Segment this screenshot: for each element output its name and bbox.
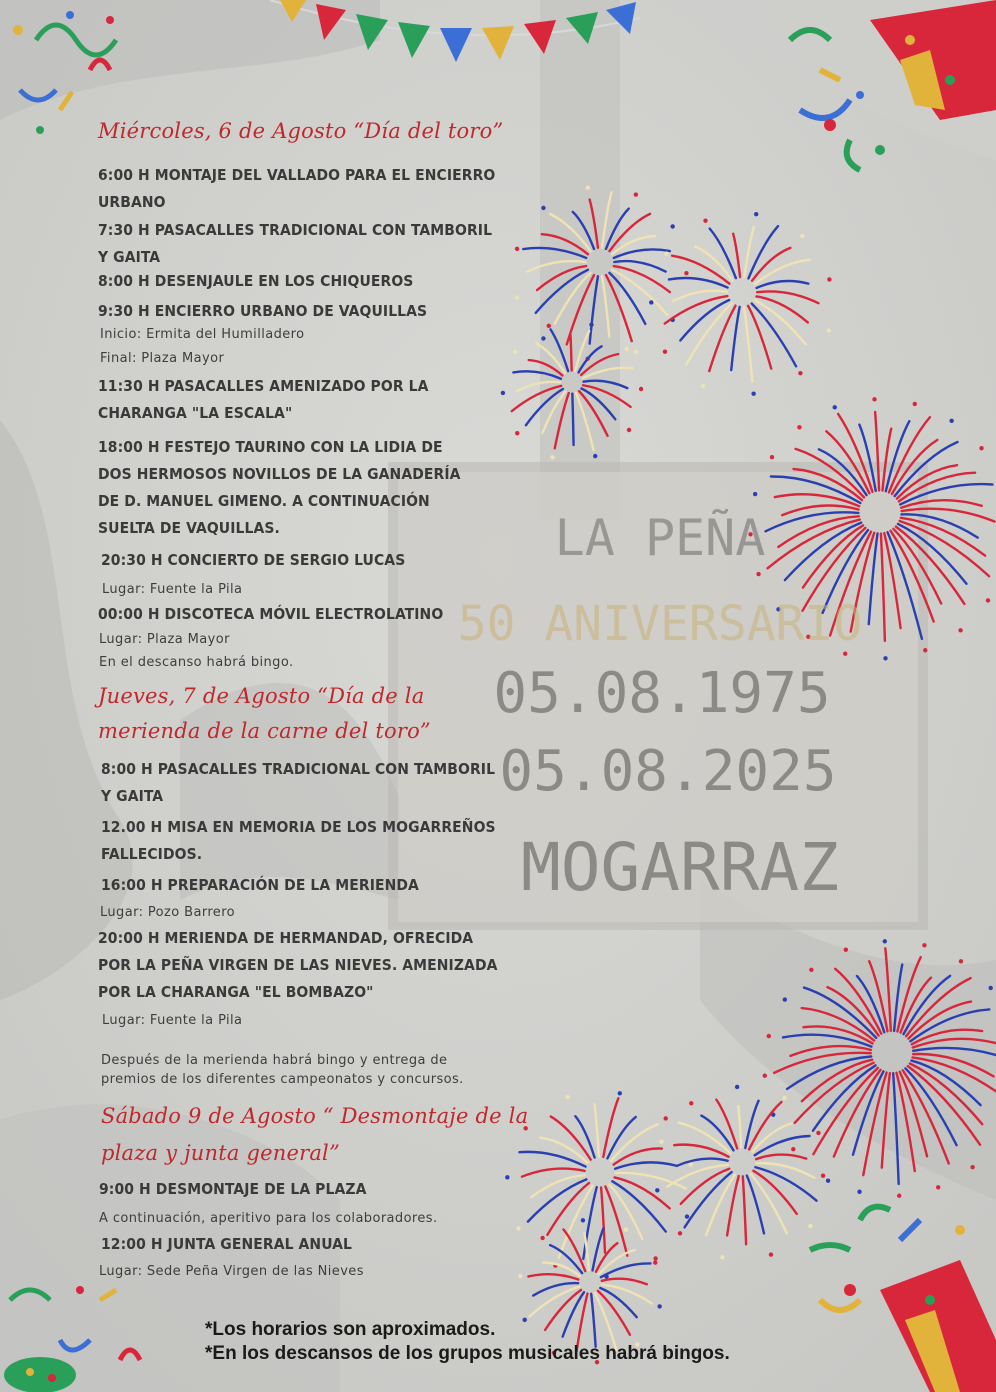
- day2-event-4: 20:00 H MERIENDA DE HERMANDAD, OFRECIDA POR LA PEÑA VIRGEN DE LAS NIEVES. AMENIZADA POR LA CHARANGA "EL BOMBAZO": [98, 929, 498, 1001]
- day1-note-1: Inicio: Ermita del Humilladero: [100, 327, 305, 342]
- footer-note-1: *Los horarios son aproximados.: [205, 1319, 496, 1340]
- day3-heading-line2: plaza y junta general”: [101, 1141, 340, 1165]
- day3-note-2: Lugar: Sede Peña Virgen de las Nieves: [99, 1264, 364, 1279]
- day2-heading-line2: merienda de la carne del toro”: [98, 719, 431, 743]
- day1-event-5: 11:30 H PASACALLES AMENIZADO POR LA CHARANGA "LA ESCALA": [98, 377, 429, 422]
- day1-note-5: En el descanso habrá bingo.: [99, 655, 294, 670]
- day1-event-2: 7:30 H PASACALLES TRADICIONAL CON TAMBORIL Y GAITA: [98, 221, 493, 266]
- day1-heading: Miércoles, 6 de Agosto “Día del toro”: [98, 119, 504, 143]
- footer-note-2: *En los descansos de los grupos musicales habrá bingos.: [205, 1343, 730, 1364]
- day3-event-2: 12:00 H JUNTA GENERAL ANUAL: [101, 1235, 353, 1253]
- day2-note-4: premios de los diferentes campeonatos y concursos.: [101, 1072, 464, 1087]
- day1-note-2: Final: Plaza Mayor: [100, 351, 225, 366]
- plaque-line-1: LA PEÑA: [554, 509, 766, 567]
- day2-event-2: 12.00 H MISA EN MEMORIA DE LOS MOGARREÑOS FALLECIDOS.: [101, 818, 496, 863]
- day1-event-4: 9:30 H ENCIERRO URBANO DE VAQUILLAS: [98, 302, 428, 320]
- day1-event-1: 6:00 H MONTAJE DEL VALLADO PARA EL ENCIERRO URBANO: [98, 166, 496, 211]
- day1-note-4: Lugar: Plaza Mayor: [99, 632, 230, 647]
- day1-event-7: 20:30 H CONCIERTO DE SERGIO LUCAS: [101, 551, 406, 569]
- plaque-line-3: 05.08.1975: [493, 661, 831, 726]
- day3-note-1: A continuación, aperitivo para los colaboradores.: [99, 1211, 438, 1226]
- plaque-line-2: 50 ANIVERSARIO: [457, 596, 863, 652]
- day1-note-3: Lugar: Fuente la Pila: [102, 582, 243, 597]
- day2-event-3: 16:00 H PREPARACIÓN DE LA MERIENDA: [101, 876, 419, 894]
- day1-event-6: 18:00 H FESTEJO TAURINO CON LA LIDIA DE DOS HERMOSOS NOVILLOS DE LA GANADERÍA DE D. MANUEL GIMENO. A CONTINUACIÓN SUELTA DE VAQUILLAS.: [98, 438, 461, 537]
- plaque-line-4: 05.08.2025: [499, 739, 837, 804]
- day2-event-1: 8:00 H PASACALLES TRADICIONAL CON TAMBORIL Y GAITA: [101, 760, 496, 805]
- day1-event-8: 00:00 H DISCOTECA MÓVIL ELECTROLATINO: [98, 605, 444, 623]
- day3-event-1: 9:00 H DESMONTAJE DE LA PLAZA: [99, 1180, 367, 1198]
- plaque-line-5: MOGARRAZ: [521, 829, 839, 906]
- day3-heading-line1: Sábado 9 de Agosto “ Desmontaje de la: [101, 1104, 529, 1128]
- day2-note-1: Lugar: Pozo Barrero: [100, 905, 236, 920]
- day2-note-3: Después de la merienda habrá bingo y entrega de: [101, 1053, 448, 1068]
- day2-note-2: Lugar: Fuente la Pila: [102, 1013, 243, 1028]
- day2-heading-line1: Jueves, 7 de Agosto “Día de la: [98, 684, 425, 708]
- day1-event-3: 8:00 H DESENJAULE EN LOS CHIQUEROS: [98, 272, 414, 290]
